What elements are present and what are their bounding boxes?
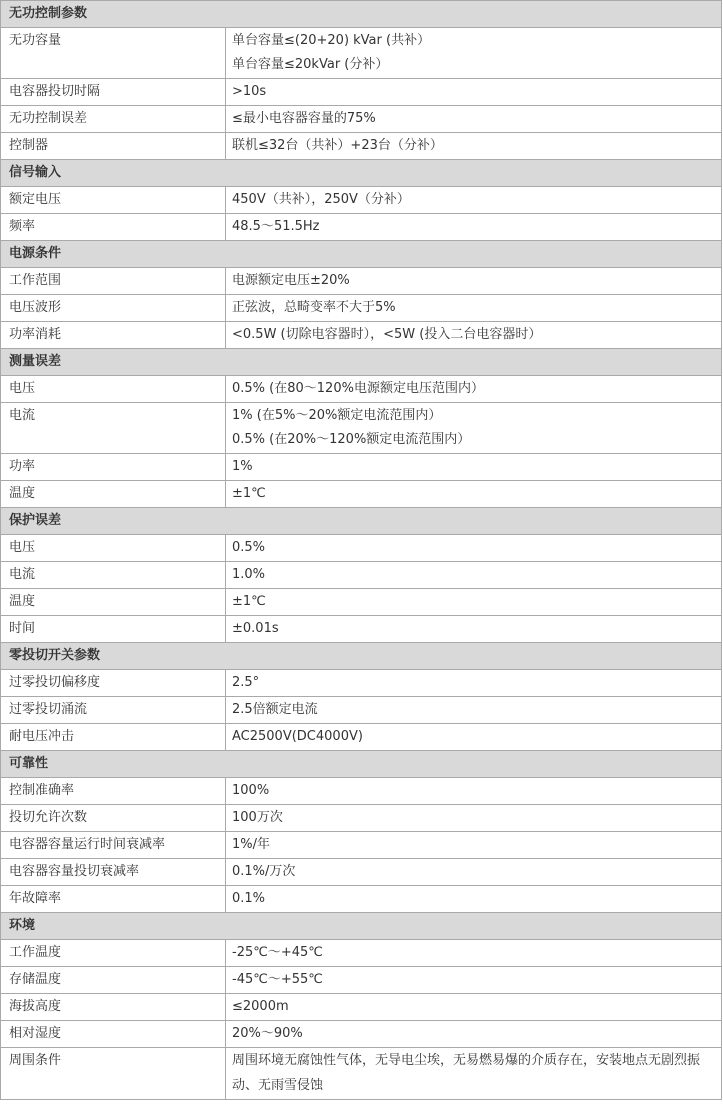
table-row bbox=[1, 454, 722, 481]
section-title: 无功控制参数 bbox=[1, 1, 722, 28]
table-row bbox=[1, 1048, 722, 1100]
row-value bbox=[226, 859, 722, 886]
row-label: 投切允许次数 bbox=[1, 805, 226, 832]
row-value bbox=[226, 535, 722, 562]
row-label: 控制器 bbox=[1, 133, 226, 160]
row-value-line: ±1℃ bbox=[232, 486, 266, 501]
row-value bbox=[226, 481, 722, 508]
row-label: 控制准确率 bbox=[1, 778, 226, 805]
row-value-line: 1.0% bbox=[232, 567, 266, 582]
table-row bbox=[1, 1021, 722, 1048]
row-label: 功率消耗 bbox=[1, 322, 226, 349]
row-value-line: >10s bbox=[232, 84, 267, 99]
section-header-row bbox=[1, 751, 722, 778]
row-value bbox=[226, 133, 722, 160]
row-value bbox=[226, 454, 722, 481]
row-label: 过零投切涌流 bbox=[1, 697, 226, 724]
table-row bbox=[1, 967, 722, 994]
section-header-row bbox=[1, 160, 722, 187]
row-value-line: AC2500V(DC4000V) bbox=[232, 729, 363, 744]
row-value-line: -25℃～+45℃ bbox=[232, 945, 323, 960]
row-value-line: 450V（共补），250V（分补） bbox=[232, 192, 410, 207]
row-label: 耐电压冲击 bbox=[1, 724, 226, 751]
row-label: 电流 bbox=[1, 403, 226, 454]
row-value-line: ≤最小电容器容量的75% bbox=[232, 111, 376, 126]
table-row bbox=[1, 589, 722, 616]
table-row bbox=[1, 295, 722, 322]
row-value bbox=[226, 214, 722, 241]
section-header-row bbox=[1, 643, 722, 670]
row-label: 温度 bbox=[1, 589, 226, 616]
spec-table-body bbox=[1, 1, 722, 1100]
row-value bbox=[226, 322, 722, 349]
section-title: 电源条件 bbox=[1, 241, 722, 268]
row-value-line: ±0.01s bbox=[232, 621, 279, 636]
row-label: 无功容量 bbox=[1, 28, 226, 79]
section-header-row bbox=[1, 241, 722, 268]
section-title: 测量误差 bbox=[1, 349, 722, 376]
row-value bbox=[226, 295, 722, 322]
row-value-line: 0.1%/万次 bbox=[232, 864, 296, 879]
row-value bbox=[226, 562, 722, 589]
row-value-line: ±1℃ bbox=[232, 594, 266, 609]
row-value bbox=[226, 187, 722, 214]
row-label: 电压 bbox=[1, 376, 226, 403]
table-row bbox=[1, 268, 722, 295]
row-label: 电流 bbox=[1, 562, 226, 589]
row-value bbox=[226, 940, 722, 967]
row-label: 功率 bbox=[1, 454, 226, 481]
table-row bbox=[1, 697, 722, 724]
row-value-line: 20%～90% bbox=[232, 1026, 303, 1041]
row-value bbox=[226, 403, 722, 454]
row-value-line: 0.5% (在80～120%电源额定电压范围内） bbox=[232, 381, 484, 396]
row-value bbox=[226, 832, 722, 859]
table-row bbox=[1, 187, 722, 214]
row-label: 频率 bbox=[1, 214, 226, 241]
row-value-line: -45℃～+55℃ bbox=[232, 972, 323, 987]
table-row bbox=[1, 562, 722, 589]
row-label: 存储温度 bbox=[1, 967, 226, 994]
row-value bbox=[226, 724, 722, 751]
table-row bbox=[1, 79, 722, 106]
row-label: 周围条件 bbox=[1, 1048, 226, 1100]
row-label: 电容器容量运行时间衰减率 bbox=[1, 832, 226, 859]
row-value-line: 单台容量≤20kVar (分补） bbox=[232, 57, 389, 72]
row-label: 海拔高度 bbox=[1, 994, 226, 1021]
table-row bbox=[1, 481, 722, 508]
section-header-row bbox=[1, 1, 722, 28]
row-value bbox=[226, 28, 722, 79]
row-label: 电压 bbox=[1, 535, 226, 562]
row-label: 额定电压 bbox=[1, 187, 226, 214]
row-value bbox=[226, 106, 722, 133]
section-title: 可靠性 bbox=[1, 751, 722, 778]
section-header-row bbox=[1, 508, 722, 535]
row-value bbox=[226, 886, 722, 913]
row-label: 温度 bbox=[1, 481, 226, 508]
table-row bbox=[1, 670, 722, 697]
row-value-line: 48.5～51.5Hz bbox=[232, 219, 320, 234]
row-value-line: 0.1% bbox=[232, 891, 266, 906]
table-row bbox=[1, 805, 722, 832]
row-value-line: 周围环境无腐蚀性气体，无导电尘埃，无易燃易爆的介质存在，安装地点无剧烈振动、无雨雪侵蚀 bbox=[232, 1053, 701, 1093]
row-value bbox=[226, 1021, 722, 1048]
row-label: 电压波形 bbox=[1, 295, 226, 322]
row-value-line: 0.5% bbox=[232, 540, 266, 555]
row-label: 无功控制误差 bbox=[1, 106, 226, 133]
row-value-line: 正弦波，总畸变率不大于5% bbox=[232, 300, 396, 315]
row-value bbox=[226, 268, 722, 295]
table-row bbox=[1, 778, 722, 805]
row-value-line: 100% bbox=[232, 783, 270, 798]
row-value-line: 1% bbox=[232, 459, 253, 474]
table-row bbox=[1, 106, 722, 133]
table-row bbox=[1, 214, 722, 241]
table-row bbox=[1, 535, 722, 562]
row-label: 工作温度 bbox=[1, 940, 226, 967]
table-row bbox=[1, 994, 722, 1021]
row-value bbox=[226, 778, 722, 805]
row-value-line: 2.5° bbox=[232, 675, 260, 690]
table-row bbox=[1, 376, 722, 403]
row-value bbox=[226, 79, 722, 106]
row-value-line: 1%/年 bbox=[232, 837, 271, 852]
section-header-row bbox=[1, 913, 722, 940]
row-label: 电容器投切时隔 bbox=[1, 79, 226, 106]
table-row bbox=[1, 724, 722, 751]
table-row bbox=[1, 322, 722, 349]
table-row bbox=[1, 832, 722, 859]
section-title: 信号输入 bbox=[1, 160, 722, 187]
table-row bbox=[1, 28, 722, 79]
row-value-line: 2.5倍额定电流 bbox=[232, 702, 318, 717]
row-value-line: 单台容量≤(20+20) kVar (共补） bbox=[232, 33, 431, 48]
table-row bbox=[1, 403, 722, 454]
row-label: 过零投切偏移度 bbox=[1, 670, 226, 697]
row-value bbox=[226, 697, 722, 724]
row-value bbox=[226, 670, 722, 697]
row-value-line: <0.5W (切除电容器时），<5W (投入二台电容器时） bbox=[232, 327, 542, 342]
row-value-line: 联机≤32台（共补）+23台（分补） bbox=[232, 138, 443, 153]
row-label: 电容器容量投切衰减率 bbox=[1, 859, 226, 886]
row-value bbox=[226, 589, 722, 616]
table-row bbox=[1, 133, 722, 160]
section-title: 保护误差 bbox=[1, 508, 722, 535]
section-header-row bbox=[1, 349, 722, 376]
row-value bbox=[226, 994, 722, 1021]
section-title: 环境 bbox=[1, 913, 722, 940]
section-title: 零投切开关参数 bbox=[1, 643, 722, 670]
table-row bbox=[1, 886, 722, 913]
row-value-line: ≤2000m bbox=[232, 999, 289, 1014]
row-label: 工作范围 bbox=[1, 268, 226, 295]
row-value bbox=[226, 616, 722, 643]
row-value bbox=[226, 1048, 722, 1100]
table-row bbox=[1, 616, 722, 643]
row-value-line: 100万次 bbox=[232, 810, 283, 825]
row-label: 相对湿度 bbox=[1, 1021, 226, 1048]
row-value bbox=[226, 376, 722, 403]
table-row bbox=[1, 859, 722, 886]
row-label: 时间 bbox=[1, 616, 226, 643]
row-value-line: 0.5% (在20%～120%额定电流范围内） bbox=[232, 432, 471, 447]
row-value-line: 1% (在5%～20%额定电流范围内） bbox=[232, 408, 442, 423]
table-row bbox=[1, 940, 722, 967]
row-value-line: 电源额定电压±20% bbox=[232, 273, 350, 288]
row-value bbox=[226, 967, 722, 994]
row-label: 年故障率 bbox=[1, 886, 226, 913]
row-value bbox=[226, 805, 722, 832]
